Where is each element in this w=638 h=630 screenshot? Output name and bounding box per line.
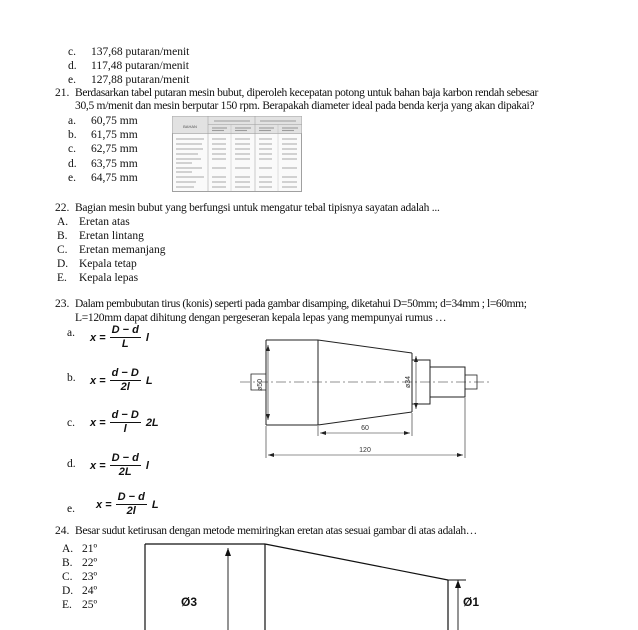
q24-option-b-text: 22º: [82, 557, 98, 569]
formula-denominator: 2l: [120, 381, 130, 393]
formula-rhs: L: [151, 498, 159, 511]
formula-denominator: l: [123, 423, 127, 435]
q22-option-c-text: Eretan memanjang: [79, 244, 166, 256]
q23-formula-b: [90, 367, 153, 394]
q24-option-b-letter: B.: [62, 557, 73, 569]
formula-rhs: l: [145, 331, 149, 344]
q20-option-e-text: 127,88 putaran/menit: [91, 74, 190, 86]
q23-option-d-letter: d.: [67, 458, 76, 470]
q24-option-e-letter: E.: [62, 599, 72, 611]
formula-numerator: D − d: [111, 324, 139, 336]
q22-option-b-text: Eretan lintang: [79, 230, 144, 242]
table-header-text: BAHAN: [183, 124, 197, 129]
dim-l-label: 60: [361, 425, 369, 432]
q22-option-d-text: Kepala tetap: [79, 258, 137, 270]
q24-number: 24.: [55, 525, 70, 537]
q22-option-a-letter: A.: [57, 216, 69, 228]
q24-option-d-text: 24º: [82, 585, 98, 597]
q23-formula-a: [90, 324, 149, 351]
taper-angle-drawing: [140, 540, 480, 630]
q24-option-d-letter: D.: [62, 585, 74, 597]
q22-option-d-letter: D.: [57, 258, 69, 270]
formula-lhs: x =: [96, 498, 112, 511]
formula-rhs: l: [145, 459, 149, 472]
q21-text-line1: Berdasarkan tabel putaran mesin bubut, diperoleh kecepatan potong untuk bahan baja karbon rendah sebesar: [75, 87, 539, 99]
dim-d-small-label: ø34: [405, 375, 412, 389]
q21-option-c-letter: c.: [68, 143, 76, 155]
q22-option-a-text: Eretan atas: [79, 216, 130, 228]
q21-option-b-text: 61,75 mm: [91, 129, 138, 141]
q21-option-a-text: 60,75 mm: [91, 115, 138, 127]
q21-option-d-letter: d.: [68, 158, 77, 170]
q21-option-e-letter: e.: [68, 172, 76, 184]
q23-text-line1: Dalam pembubutan tirus (konis) seperti pada gambar disamping, diketahui D=50mm; d=34mm ; l=60mm;: [75, 298, 527, 310]
q23-option-e-letter: e.: [67, 503, 75, 515]
q20-option-c-letter: c.: [68, 46, 76, 58]
dim-o1-label: Ø1: [463, 595, 480, 609]
q20-option-e-letter: e.: [68, 74, 76, 86]
formula-lhs: x =: [90, 374, 106, 387]
q21-option-c-text: 62,75 mm: [91, 143, 138, 155]
dim-L-label: 120: [359, 447, 371, 454]
formula-denominator: 2L: [118, 466, 132, 478]
q24-option-a-text: 21º: [82, 543, 98, 555]
q20-option-d-text: 117,48 putaran/menit: [91, 60, 189, 72]
formula-numerator: d − D: [111, 367, 139, 379]
q21-number: 21.: [55, 87, 70, 99]
formula-lhs: x =: [90, 459, 106, 472]
q21-option-d-text: 63,75 mm: [91, 158, 138, 170]
formula-rhs: L: [145, 374, 153, 387]
q23-formula-e: [96, 491, 159, 518]
q22-option-e-text: Kepala lepas: [79, 272, 139, 284]
q22-option-b-letter: B.: [57, 230, 68, 242]
q24-option-c-letter: C.: [62, 571, 73, 583]
taper-workpiece-drawing: [230, 325, 500, 465]
q23-formula-c: [90, 409, 159, 436]
q24-text: Besar sudut ketirusan dengan metode memiringkan eretan atas sesuai gambar di atas adalah…: [75, 525, 477, 537]
q20-option-d-letter: d.: [68, 60, 77, 72]
q22-number: 22.: [55, 202, 70, 214]
q23-option-a-letter: a.: [67, 327, 75, 339]
formula-rhs: 2L: [145, 416, 159, 429]
q23-option-b-letter: b.: [67, 372, 76, 384]
cutting-speed-table-image: [172, 116, 302, 192]
dim-o3-label: Ø3: [181, 595, 198, 609]
formula-denominator: 2l: [126, 505, 136, 517]
formula-numerator: D − d: [117, 491, 145, 503]
formula-numerator: D − d: [111, 452, 139, 464]
formula-denominator: L: [121, 338, 129, 350]
q21-text-line2: 30,5 m/menit dan mesin berputar 150 rpm. Berapakah diameter ideal pada benda kerja yang akan dipakai?: [75, 100, 535, 112]
q23-text-line2: L=120mm dapat dihitung dengan pergeseran kepala lepas yang mempunyai rumus …: [75, 312, 447, 324]
q20-option-c-text: 137,68 putaran/menit: [91, 46, 190, 58]
q24-option-e-text: 25º: [82, 599, 98, 611]
q22-option-c-letter: C.: [57, 244, 68, 256]
formula-lhs: x =: [90, 416, 106, 429]
formula-lhs: x =: [90, 331, 106, 344]
q22-option-e-letter: E.: [57, 272, 67, 284]
q24-option-c-text: 23º: [82, 571, 98, 583]
q22-text: Bagian mesin bubut yang berfungsi untuk mengatur tebal tipisnya sayatan adalah ...: [75, 202, 440, 214]
q21-option-a-letter: a.: [68, 115, 76, 127]
q23-option-c-letter: c.: [67, 417, 75, 429]
dim-d-large-label: ø50: [257, 378, 264, 392]
formula-numerator: d − D: [111, 409, 139, 421]
q24-option-a-letter: A.: [62, 543, 74, 555]
q23-formula-d: [90, 452, 149, 479]
q23-number: 23.: [55, 298, 70, 310]
q21-option-e-text: 64,75 mm: [91, 172, 138, 184]
q21-option-b-letter: b.: [68, 129, 77, 141]
